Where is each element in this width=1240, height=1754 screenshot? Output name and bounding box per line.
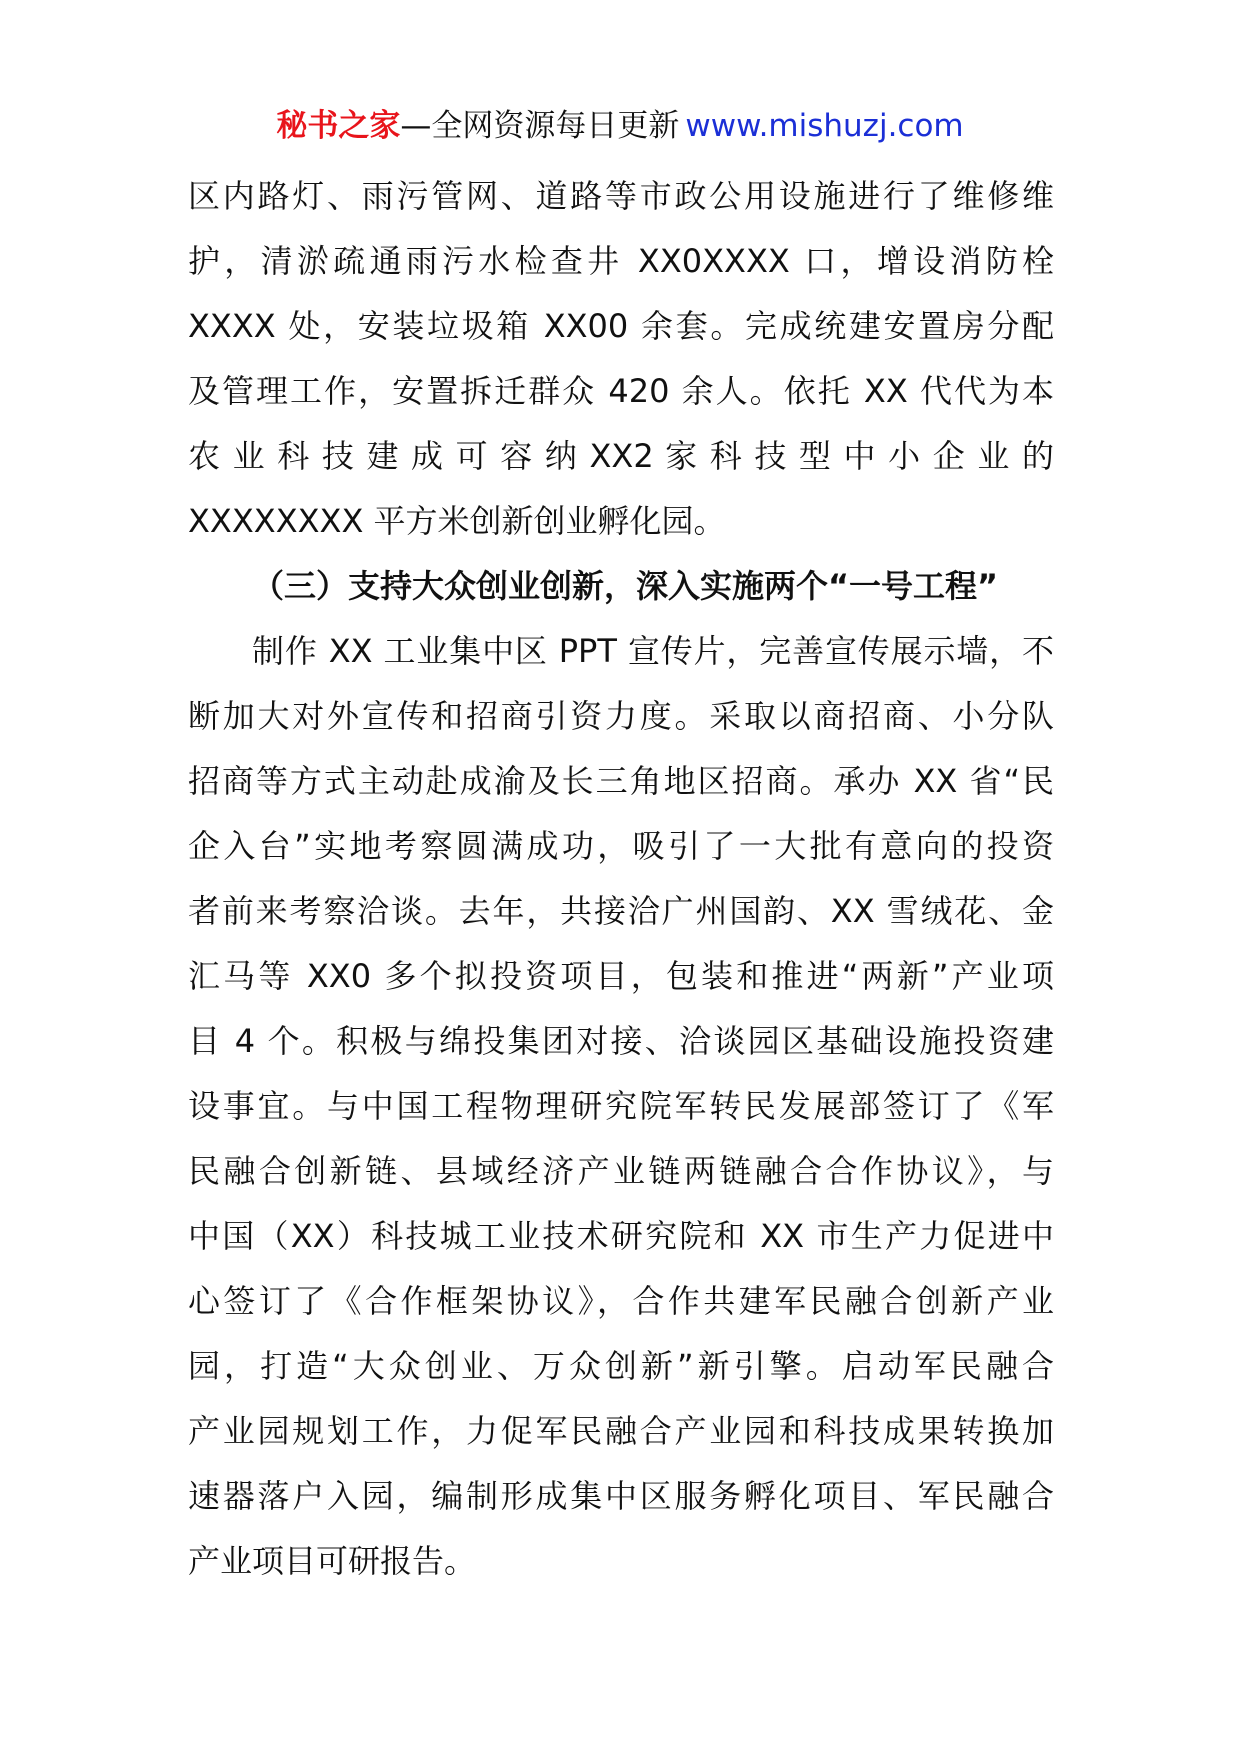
text-line: XXXXXXXX 平方米创新创业孵化园。 [188, 502, 726, 540]
text-line: 招商等方式主动赴成渝及长三角地区招商。承办 XX 省“民 [188, 762, 1054, 800]
text-line: XXXX 处，安装垃圾箱 XX00 余套。完成统建安置房分配 [188, 307, 1054, 345]
text-line: 企入台”实地考察圆满成功，吸引了一大批有意向的投资 [188, 827, 1054, 865]
text-line: 园，打造“大众创业、万众创新”新引擎。启动军民融合 [188, 1347, 1054, 1385]
text-line: 区内路灯、雨污管网、道路等市政公用设施进行了维修维 [188, 177, 1054, 215]
section-heading: （三）支持大众创业创新，深入实施两个“一号工程” [252, 567, 999, 605]
brand-name: 秘书之家 [276, 108, 401, 144]
paragraph-continued [188, 164, 1054, 554]
text-line: 护，清淤疏通雨污水检查井 XX0XXXX 口，增设消防栓 [188, 242, 1054, 280]
paragraph-investment [188, 619, 1054, 1594]
text-line: 设事宜。与中国工程物理研究院军转民发展部签订了《军 [188, 1087, 1054, 1125]
text-line: 汇马等 XX0 多个拟投资项目，包装和推进“两新”产业项 [188, 957, 1054, 995]
text-line: 速器落户入园，编制形成集中区服务孵化项目、军民融合 [188, 1477, 1054, 1515]
text-line: 中国（XX）科技城工业技术研究院和 XX 市生产力促进中 [188, 1217, 1054, 1255]
page-header [0, 104, 1240, 148]
text-line: 者前来考察洽谈。去年，共接洽广州国韵、XX 雪绒花、金 [188, 892, 1054, 930]
text-line: 制作 XX 工业集中区 PPT 宣传片，完善宣传展示墙，不 [252, 632, 1054, 670]
document-body [188, 164, 1054, 1594]
text-line: 产业项目可研报告。 [188, 1542, 477, 1580]
text-line: 农 业 科 技 建 成 可 容 纳 XX2 家 科 技 型 中 小 企 业 的 [188, 437, 1054, 475]
text-line: 及管理工作，安置拆迁群众 420 余人。依托 XX 代代为本 [188, 372, 1054, 410]
text-line: 产业园规划工作，力促军民融合产业园和科技成果转换加 [188, 1412, 1054, 1450]
text-line: 民融合创新链、县域经济产业链两链融合合作协议》，与 [188, 1152, 1054, 1190]
header-slogan: —全网资源每日更新 [400, 108, 680, 144]
text-line: 心签订了《合作框架协议》，合作共建军民融合创新产业 [188, 1282, 1054, 1320]
text-line: 目 4 个。积极与绵投集团对接、洽谈园区基础设施投资建 [188, 1022, 1054, 1060]
text-line: 断加大对外宣传和招商引资力度。采取以商招商、小分队 [188, 697, 1054, 735]
site-url-link[interactable]: www.mishuzj.com [685, 108, 964, 144]
